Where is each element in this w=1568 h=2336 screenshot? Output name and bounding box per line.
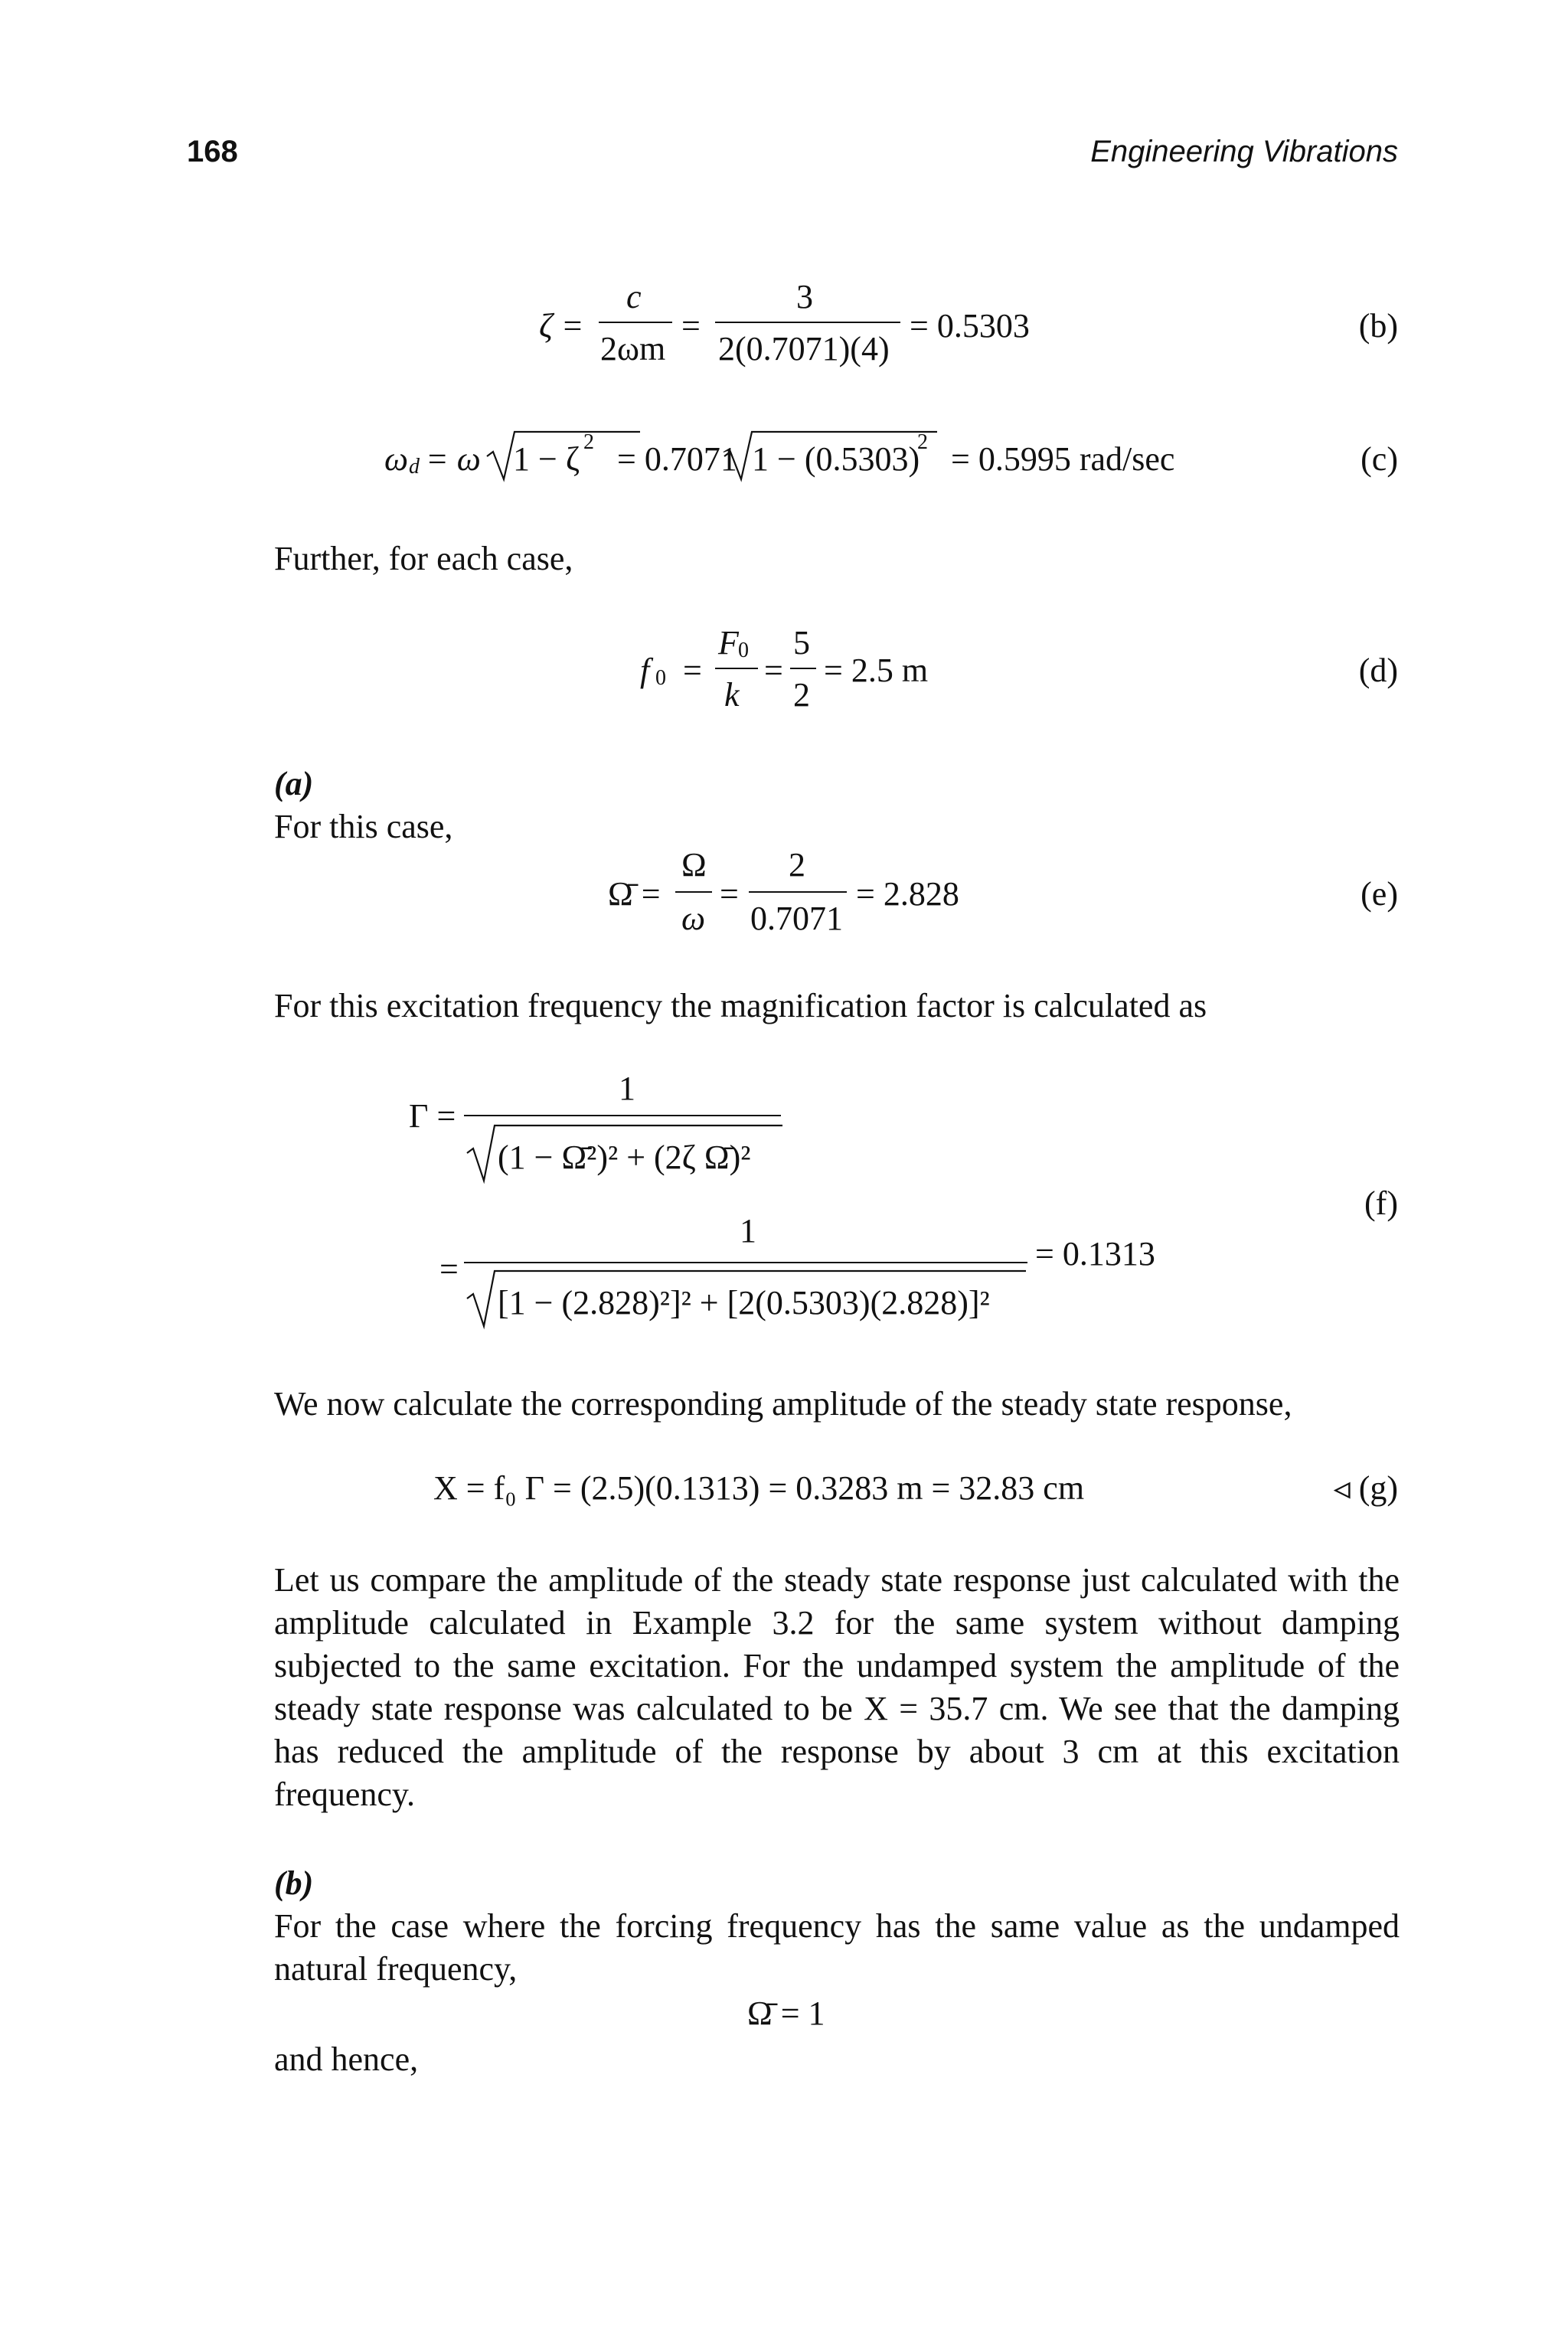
eq-e-den2: 0.7071 bbox=[750, 900, 843, 937]
eq-b-bar2 bbox=[715, 322, 900, 323]
eq-b-label: (b) bbox=[1358, 307, 1398, 345]
text-further: Further, for each case, bbox=[274, 540, 573, 577]
eq-b-result: = 0.5303 bbox=[910, 307, 1030, 345]
eq-e-num1: Ω bbox=[681, 846, 707, 884]
eq-f-label: (f) bbox=[1364, 1184, 1398, 1222]
eq-c-sup1: 2 bbox=[583, 430, 594, 454]
case-a-intro: For this case, bbox=[274, 808, 453, 845]
eq-f-bar1 bbox=[464, 1115, 781, 1116]
eq-g-text: X = f₀ Γ = (2.5)(0.1313) = 0.3283 m = 32.83 cm bbox=[433, 1469, 1085, 1507]
eq-e-bar1 bbox=[675, 891, 712, 893]
eq-d-result: = 2.5 m bbox=[824, 652, 929, 689]
eq-f-lhs: Γ = bbox=[409, 1097, 456, 1135]
page-number: 168 bbox=[187, 135, 238, 168]
eq-c-sub-d: d bbox=[409, 455, 420, 479]
eq-d-label: (d) bbox=[1358, 652, 1398, 689]
eq-e-eq: = bbox=[720, 875, 739, 913]
eq-f-den1: (1 − Ω̄²)² + (2ζ Ω̄)² bbox=[498, 1139, 751, 1176]
eq-b-den1: 2ωm bbox=[600, 330, 666, 368]
eq-e-result: = 2.828 bbox=[856, 875, 959, 913]
case-b-label: (b) bbox=[274, 1864, 314, 1902]
eq-e-lhs: Ω̄ = bbox=[608, 875, 661, 913]
text-compare-paragraph: Let us compare the amplitude of the steady state response just calculated with the amplitude calculated in Example 3.2 for the same system without damping subjected to the same excitation. For the undamped system the amplitude of the steady state response was calculated to be X = 35.7 cm. We see that the damping has reduced the amplitude of the response by about 3 cm at this excitation frequency. bbox=[274, 1561, 1400, 1813]
eq-c-sup2: 2 bbox=[917, 430, 928, 454]
eq-e-bar2 bbox=[749, 891, 847, 893]
eq-e-num2: 2 bbox=[789, 846, 805, 884]
eq-c-omega: ω bbox=[384, 440, 409, 478]
eq-d-den1: k bbox=[724, 676, 740, 714]
omega-bar-equation: Ω̄ = 1 bbox=[747, 1995, 825, 2032]
eq-b-bar1 bbox=[599, 322, 672, 323]
eq-d-eq1: = bbox=[683, 652, 702, 689]
case-b-intro: For the case where the forcing frequency has the same value as the undamped natural frequency, bbox=[274, 1907, 1400, 1988]
eq-c-radicand2: 1 − (0.5303) bbox=[752, 440, 920, 478]
eq-c-label: (c) bbox=[1361, 440, 1398, 478]
eq-d-num1-sub: 0 bbox=[738, 639, 749, 662]
eq-b-lhs: ζ = bbox=[539, 307, 584, 345]
eq-e-label: (e) bbox=[1361, 875, 1398, 913]
text-and-hence: and hence, bbox=[274, 2040, 419, 2078]
eq-e-den1: ω bbox=[681, 900, 706, 937]
eq-d-lhs-sub: 0 bbox=[655, 666, 666, 690]
eq-d-lhs: f bbox=[640, 652, 650, 689]
eq-g-label: ◃ (g) bbox=[1333, 1469, 1398, 1507]
eq-d-bar1 bbox=[715, 668, 758, 669]
case-a-label: (a) bbox=[274, 765, 314, 802]
eq-d-bar2 bbox=[790, 668, 816, 669]
eq-f-eq2: = bbox=[439, 1250, 459, 1288]
eq-b-eq: = bbox=[681, 307, 701, 345]
eq-d-num2: 5 bbox=[793, 624, 810, 662]
eq-f-num2: 1 bbox=[740, 1212, 756, 1250]
eq-b-num2: 3 bbox=[796, 278, 813, 315]
eq-b-den2: 2(0.7071)(4) bbox=[718, 330, 890, 368]
text-amplitude-intro: We now calculate the corresponding amplitude of the steady state response, bbox=[274, 1385, 1292, 1423]
eq-f-bar2 bbox=[464, 1262, 1027, 1263]
eq-c-result: = 0.5995 rad/sec bbox=[951, 440, 1175, 478]
eq-f-num1: 1 bbox=[619, 1070, 635, 1107]
eq-b-num1: c bbox=[626, 278, 642, 315]
eq-c-radicand1: 1 − ζ bbox=[513, 440, 580, 478]
text-magnification: For this excitation frequency the magnification factor is calculated as bbox=[274, 987, 1207, 1024]
eq-f-result: = 0.1313 bbox=[1035, 1235, 1155, 1273]
eq-d-den2: 2 bbox=[793, 676, 810, 714]
eq-c-omega2: = ω bbox=[426, 440, 481, 478]
eq-c-mid: = 0.7071 bbox=[617, 440, 737, 478]
running-head: Engineering Vibrations bbox=[1090, 135, 1398, 168]
eq-d-num1: F bbox=[718, 624, 739, 662]
eq-f-den2: [1 − (2.828)²]² + [2(0.5303)(2.828)]² bbox=[498, 1284, 990, 1322]
eq-d-eq2: = bbox=[764, 652, 783, 689]
